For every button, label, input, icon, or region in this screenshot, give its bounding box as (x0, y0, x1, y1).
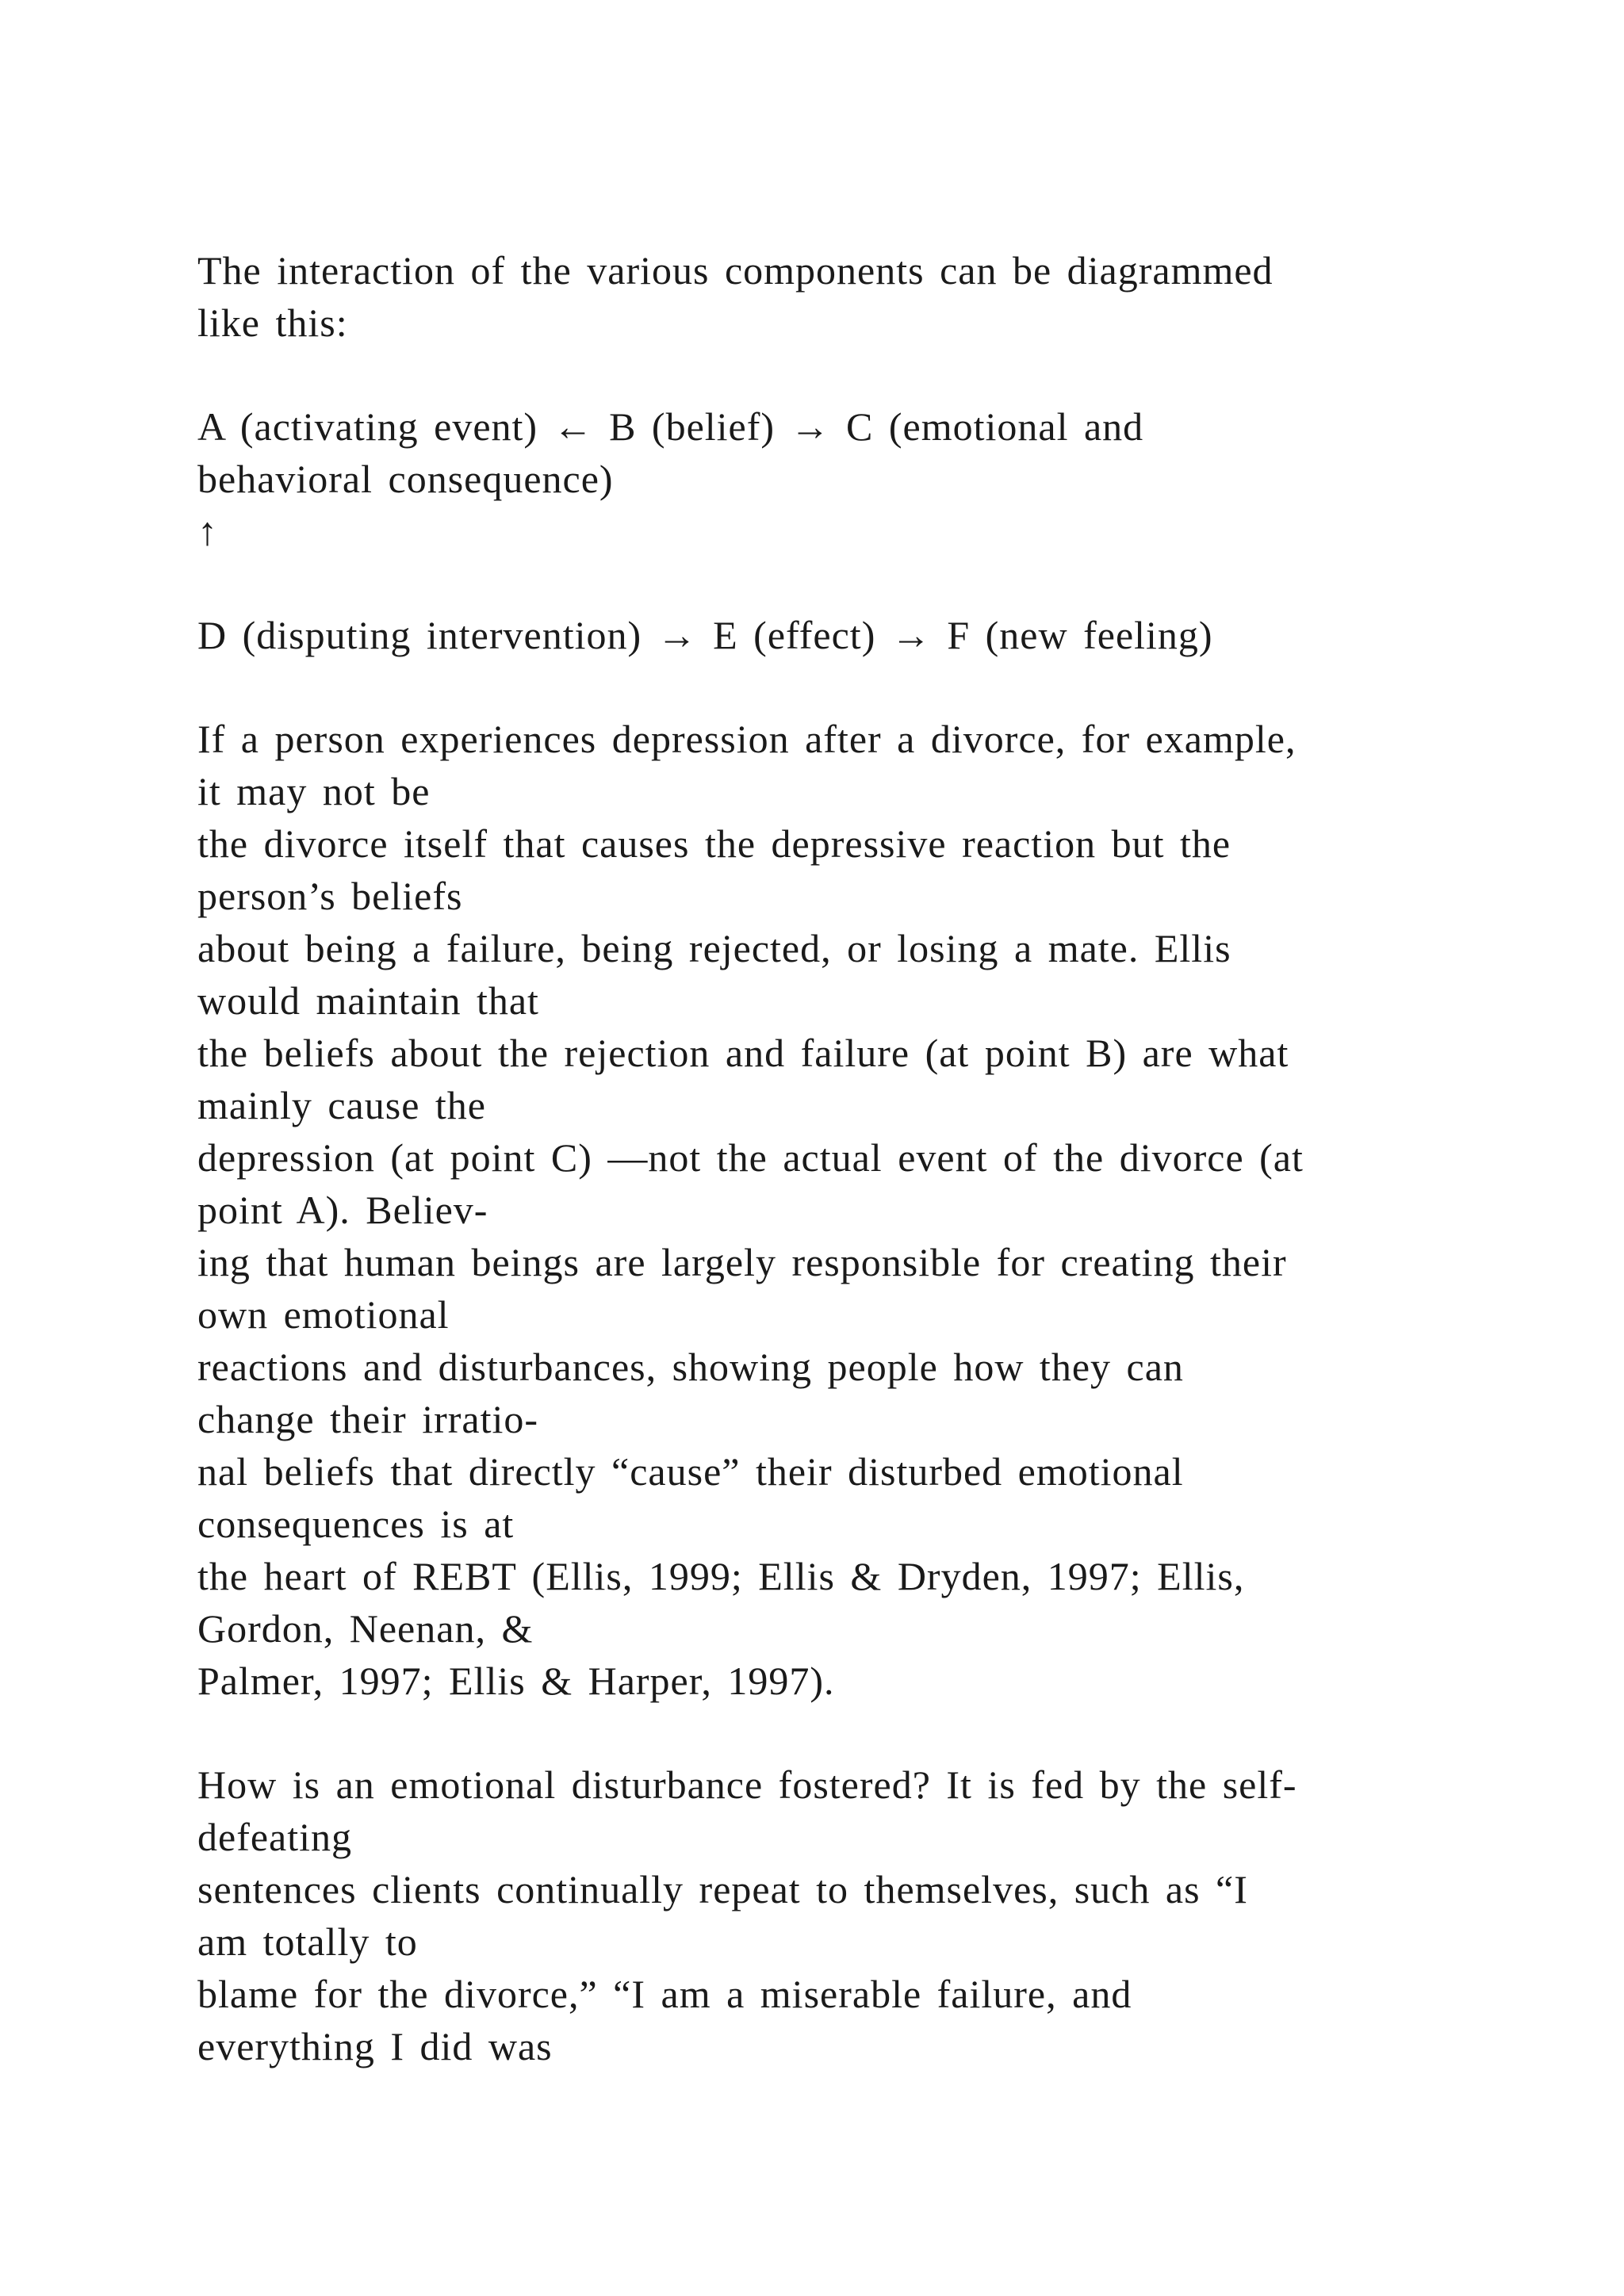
text-line: point A). Believ- (197, 1188, 488, 1232)
diagram-row-def: D (disputing intervention) → E (effect) → F (new feeling) (197, 613, 1213, 657)
paragraph-gap (197, 661, 1482, 713)
text-line: consequences is at (197, 1502, 515, 1546)
text-line: mainly cause the (197, 1083, 486, 1127)
text-line: reactions and disturbances, showing people how they can (197, 1345, 1184, 1389)
text-line: How is an emotional disturbance fostered? It is fed by the self- (197, 1762, 1297, 1807)
diagram-gap (197, 557, 1482, 609)
abc-diagram (197, 400, 1482, 661)
up-arrow-icon: ↑ (197, 509, 218, 553)
text-line: the heart of REBT (Ellis, 1999; Ellis & Dryden, 1997; Ellis, (197, 1554, 1245, 1598)
text-line: like this: (197, 300, 348, 345)
text-line: everything I did was (197, 2024, 553, 2068)
paragraph-gap (197, 1707, 1482, 1758)
text-line: If a person experiences depression after a divorce, for example, (197, 717, 1297, 761)
text-line: would maintain that (197, 978, 539, 1023)
disturbance-paragraph (197, 1758, 1482, 2072)
text-line: depression (at point C) —not the actual event of the divorce (at (197, 1135, 1304, 1180)
document-text (197, 244, 1482, 2072)
text-line: Gordon, Neenan, & (197, 1606, 534, 1651)
text-line: the divorce itself that causes the depressive reaction but the (197, 821, 1231, 866)
divorce-example-paragraph (197, 713, 1482, 1707)
text-line: about being a failure, being rejected, or losing a mate. Ellis (197, 926, 1231, 970)
diagram-row-abc-continued: behavioral consequence) (197, 457, 614, 501)
text-line: Palmer, 1997; Ellis & Harper, 1997). (197, 1659, 835, 1703)
text-line: it may not be (197, 769, 431, 813)
paragraph-gap (197, 349, 1482, 400)
text-line: sentences clients continually repeat to themselves, such as “I (197, 1867, 1248, 1911)
text-line: defeating (197, 1815, 353, 1859)
diagram-row-abc: A (activating event) ← B (belief) → C (emotional and (197, 404, 1144, 449)
text-line: am totally to (197, 1919, 418, 1964)
text-line: own emotional (197, 1292, 450, 1337)
text-line: the beliefs about the rejection and failure (at point B) are what (197, 1031, 1289, 1075)
intro-paragraph (197, 244, 1482, 349)
text-line: ing that human beings are largely responsible for creating their (197, 1240, 1287, 1284)
text-line: person’s beliefs (197, 874, 463, 918)
text-line: blame for the divorce,” “I am a miserable failure, and (197, 1972, 1132, 2016)
text-line: nal beliefs that directly “cause” their disturbed emotional (197, 1449, 1184, 1494)
text-line: The interaction of the various components can be diagrammed (197, 248, 1274, 293)
text-line: change their irratio- (197, 1397, 539, 1441)
